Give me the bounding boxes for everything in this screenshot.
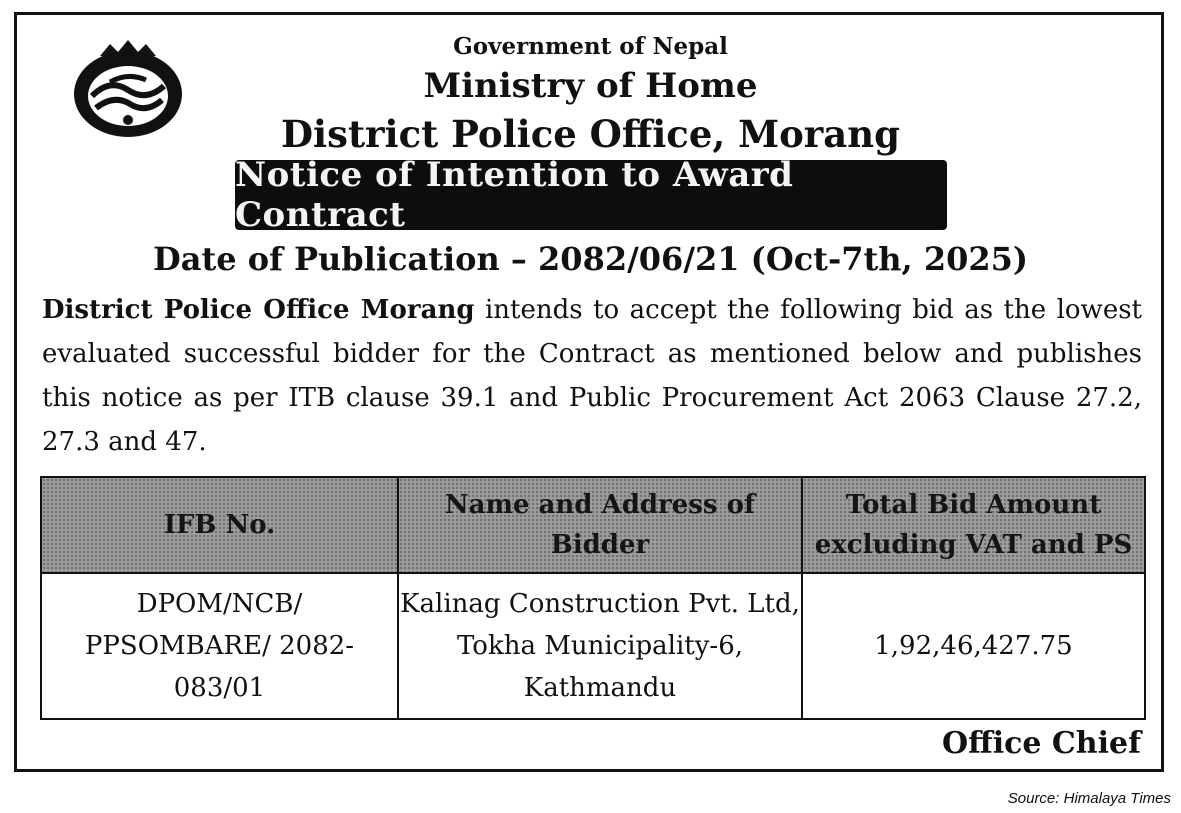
government-heading: Government of Nepal <box>453 33 728 60</box>
cell-amount: 1,92,46,427.75 <box>802 573 1145 719</box>
notice-text: intends to accept the following bid as the lowest evaluated successful bidder for the Contract as mentioned below and publishes this notice as per ITB clause 39.1 and Public Procurement Act 2063 Clause 27.2, 27.3 and 47. <box>42 295 1142 457</box>
header-amount: Total Bid Amount excluding VAT and PS <box>802 477 1145 573</box>
cell-ifb-no: DPOM/NCB/ PPSOMBARE/ 2082-083/01 <box>41 573 398 719</box>
signature-office-chief: Office Chief <box>941 726 1141 761</box>
office-heading: District Police Office, Morang <box>280 112 901 156</box>
table-row <box>41 573 1145 719</box>
notice-title: Notice of Intention to Award Contract <box>235 155 794 235</box>
notice-title-banner <box>235 155 947 235</box>
table-header-row <box>41 477 1145 573</box>
header-bidder: Name and Address of Bidder <box>398 477 802 573</box>
award-table <box>40 476 1146 720</box>
ministry-heading: Ministry of Home <box>423 66 758 106</box>
source-credit: Source: Himalaya Times <box>1007 790 1171 807</box>
cell-bidder: Kalinag Construction Pvt. Ltd, Tokha Municipality-6, Kathmandu <box>398 573 802 719</box>
header-ifb-no: IFB No. <box>41 477 398 573</box>
publication-date: Date of Publication – 2082/06/21 (Oct-7th, 2025) <box>152 240 1029 278</box>
notice-lead: District Police Office Morang <box>42 295 475 325</box>
notice-body <box>42 288 1142 464</box>
